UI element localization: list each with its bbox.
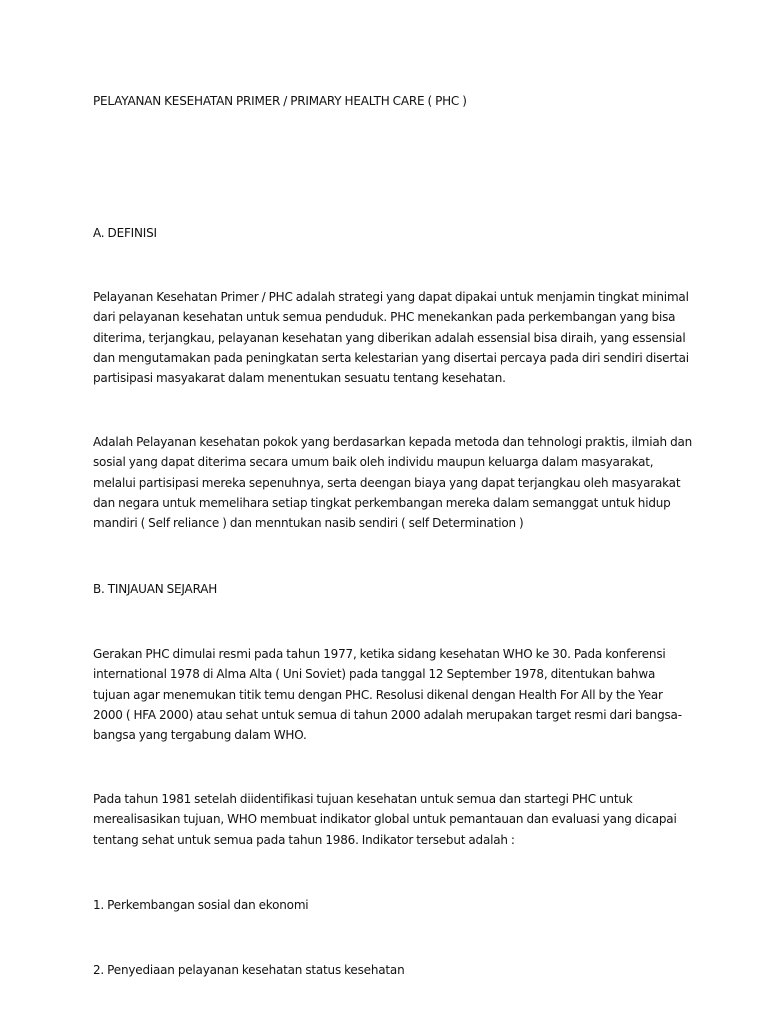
paragraph-definisi-2: Adalah Pelayanan kesehatan pokok yang berdasarkan kepada metoda dan tehnologi praktis, ilmiah dan sosial yang dapat diterima secara umum baik oleh individu maupun keluarga dalam masyarakat, melalui partisipasi mereka sepenuhnya, serta deengan biaya yang dapat terjangkau oleh masyarakat dan negara untuk memelihara setiap tingkat perkembangan mereka dalam semanggat untuk hidup mandiri ( Self reliance ) dan menntukan nasib sendiri ( self Determination ) — [93, 435, 693, 531]
document-title: PELAYANAN KESEHATAN PRIMER / PRIMARY HEALTH CARE ( PHC ) — [93, 94, 467, 108]
paragraph-sejarah-2: Pada tahun 1981 setelah diidentifikasi tujuan kesehatan untuk semua dan startegi PHC untuk merealisasikan tujuan, WHO membuat indikator global untuk pemantauan dan evaluasi yang dicapai tentang sehat untuk semua pada tahun 1986. Indikator tersebut adalah : — [93, 792, 677, 847]
list-item-indikator-2: 2. Penyediaan pelayanan kesehatan status kesehatan — [93, 963, 405, 977]
list-item-indikator-1: 1. Perkembangan sosial dan ekonomi — [93, 898, 309, 912]
section-heading-definisi: A. DEFINISI — [93, 226, 157, 240]
section-heading-tinjauan-sejarah: B. TINJAUAN SEJARAH — [93, 582, 218, 596]
paragraph-definisi-1: Pelayanan Kesehatan Primer / PHC adalah strategi yang dapat dipakai untuk menjamin tingkat minimal dari pelayanan kesehatan untuk semua penduduk. PHC menekankan pada perkembangan yang bisa diterima, terjangkau, pelayanan kesehatan yang diberikan adalah essensial bisa diraih, yang essensial dan mengutamakan pada peningkatan serta kelestarian yang disertai percaya pada diri sendiri disertai partisipasi masyakarat dalam menentukan sesuatu tentang kesehatan. — [93, 290, 689, 386]
paragraph-sejarah-1: Gerakan PHC dimulai resmi pada tahun 1977, ketika sidang kesehatan WHO ke 30. Pada konferensi international 1978 di Alma Alta ( Uni Soviet) pada tanggal 12 September 1978, ditentukan bahwa tujuan agar menemukan titik temu dengan PHC. Resolusi dikenal dengan Health For All by the Year 2000 ( HFA 2000) atau sehat untuk semua di tahun 2000 adalah merupakan target resmi dari bangsa-bangsa yang tergabung dalam WHO. — [93, 647, 682, 743]
